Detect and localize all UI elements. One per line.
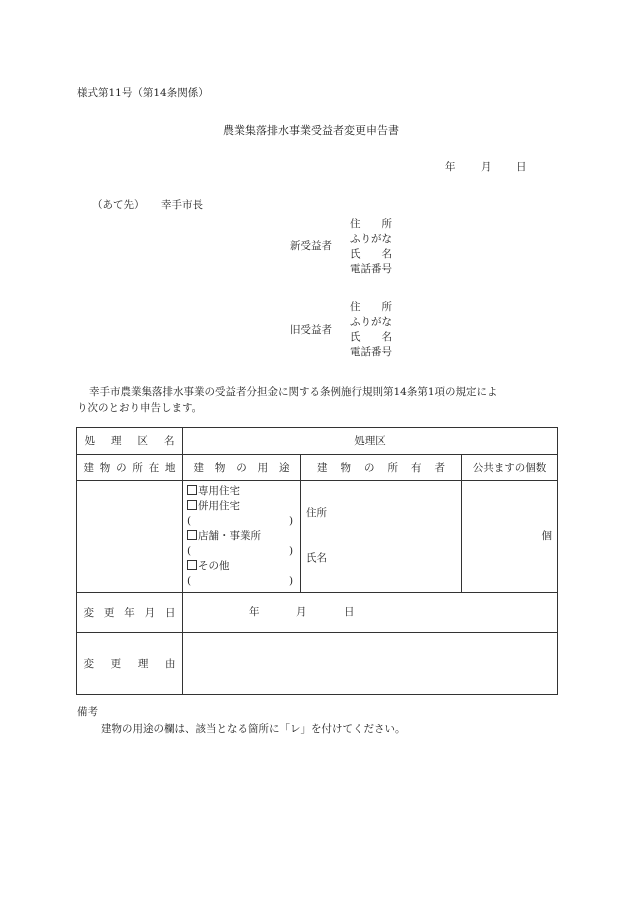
change-reason-input-cell[interactable]	[183, 633, 558, 695]
change-date-month: 月	[296, 606, 307, 618]
old-beneficiary-phone-label: 電話番号	[350, 346, 392, 358]
change-date-input-cell[interactable]	[183, 593, 558, 633]
change-date-label-cell	[77, 593, 183, 633]
use-option-store-office-detail[interactable]	[187, 544, 300, 559]
location-input-cell[interactable]	[77, 481, 183, 593]
count-header: 公共ますの個数	[472, 461, 547, 474]
use-option-other[interactable]	[187, 559, 300, 574]
use-option-label: 併用住宅	[198, 500, 240, 512]
use-option-store-office[interactable]	[187, 529, 300, 544]
form-title: 農業集落排水事業受益者変更申告書	[223, 124, 399, 137]
close-paren: )	[289, 515, 294, 527]
filing-date-day: 日	[516, 161, 527, 173]
owner-header-cell	[301, 455, 462, 481]
use-option-label: その他	[198, 560, 230, 572]
declaration-table	[76, 427, 558, 695]
change-reason-label-cell	[77, 633, 183, 695]
use-option-other-detail[interactable]	[187, 574, 300, 589]
checkbox-icon[interactable]	[187, 560, 197, 570]
change-date-day: 日	[344, 606, 355, 618]
notes-text: 建物の用途の欄は、該当となる箇所に「レ」を付けてください。	[101, 723, 406, 735]
close-paren: )	[289, 575, 294, 587]
new-beneficiary-address-label: 住 所	[350, 218, 392, 230]
new-beneficiary-name-label: 氏 名	[350, 248, 392, 260]
owner-address-label: 住所	[306, 507, 327, 519]
open-paren: (	[187, 575, 192, 587]
location-header-cell	[77, 455, 183, 481]
filing-date-year: 年	[445, 161, 456, 173]
open-paren: (	[187, 545, 192, 557]
use-option-label: 店舗・事業所	[198, 530, 261, 542]
district-label-cell	[77, 428, 183, 455]
district-value-cell[interactable]	[183, 428, 558, 455]
old-beneficiary-address-label: 住 所	[350, 301, 392, 313]
use-option-label: 専用住宅	[198, 485, 240, 497]
old-beneficiary-name-label: 氏 名	[350, 331, 392, 343]
filing-date-month: 月	[481, 161, 492, 173]
addressee-prefix: （あて先）	[92, 199, 145, 211]
location-header: 建物の所在地	[83, 461, 176, 474]
form-number: 様式第11号（第14条関係）	[77, 87, 209, 99]
district-label: 処理区名	[84, 435, 175, 447]
use-option-dedicated-housing[interactable]	[187, 484, 300, 499]
change-reason-label: 変更理由	[83, 657, 176, 670]
new-beneficiary-phone-label: 電話番号	[350, 263, 392, 275]
checkbox-icon[interactable]	[187, 485, 197, 495]
old-beneficiary-furigana-label: ふりがな	[350, 316, 392, 328]
owner-name-label: 氏名	[306, 552, 327, 564]
count-input-cell[interactable]	[462, 481, 558, 593]
close-paren: )	[289, 545, 294, 557]
open-paren: (	[187, 515, 192, 527]
change-date-year: 年	[249, 606, 260, 618]
new-beneficiary-furigana-label: ふりがな	[350, 233, 392, 245]
use-options-cell	[183, 481, 301, 593]
owner-input-cell[interactable]	[301, 481, 462, 593]
new-beneficiary-label: 新受益者	[290, 240, 332, 252]
declaration-line-1: 幸手市農業集落排水事業の受益者分担金に関する条例施行規則第14条第1項の規定によ	[89, 386, 498, 398]
declaration-line-2: り次のとおり申告します。	[77, 402, 203, 414]
checkbox-icon[interactable]	[187, 530, 197, 540]
old-beneficiary-label: 旧受益者	[290, 324, 332, 336]
district-value: 処理区	[354, 435, 386, 447]
addressee: 幸手市長	[161, 199, 203, 211]
checkbox-icon[interactable]	[187, 500, 197, 510]
use-option-combined-housing-detail[interactable]	[187, 514, 300, 529]
owner-header: 建物の所有者	[317, 461, 445, 474]
count-unit: 個	[541, 530, 553, 542]
use-header: 建物の用途	[193, 461, 290, 474]
change-date-label: 変更年月日	[83, 606, 176, 619]
count-header-cell	[462, 455, 558, 481]
use-option-combined-housing[interactable]	[187, 499, 300, 514]
notes-heading: 備考	[77, 706, 98, 718]
use-header-cell	[183, 455, 301, 481]
